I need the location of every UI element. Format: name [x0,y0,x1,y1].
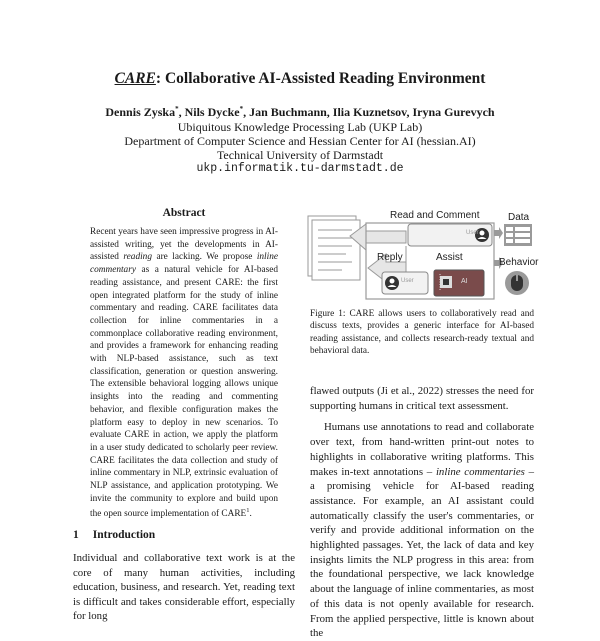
abstract-part: are lacking. We propose [151,252,257,263]
figure-caption: Figure 1: CARE allows users to collaboratively read and discuss texts, provides a generic interface for AI-based reading assistance, and collects research-ready textual and behavioral data. [310,309,534,356]
title-care: CARE [114,70,156,87]
paragraph [310,420,534,641]
footnote-marker[interactable]: 1 [246,507,250,515]
author-name: Ilia Kuznetsov [332,105,407,119]
paragraph-part: – a promising vehicle for AI-based reading assistance. For example, an AI assistant could automatically classify the user's commentaries, or verify and provide additional information on the highlighted passages. Yet, the lack of data and key insights limits the NLP progress in this area: from the foundational perspective, we lack knowledge about the language of inline commentaries, as most of this data is not openly available for research. From the applied perspective, little is known about the [310,465,534,640]
abstract-emphasis: reading [123,252,152,263]
document-icon [308,216,360,280]
label-read-comment: Read and Comment [390,210,480,221]
right-column-text [310,384,534,641]
figure-1 [306,206,538,306]
label-reply: Reply [377,252,403,263]
abstract-part: . [249,509,252,520]
author-name: Nils Dycke [184,105,240,119]
paper-url[interactable]: ukp.informatik.tu-darmstadt.de [196,162,404,175]
abstract-emphasis: inline commentary [90,252,278,276]
author-mark: * [175,105,179,113]
title-rest: : Collaborative AI-Assisted Reading Environment [155,70,486,87]
abstract-heading: Abstract [162,207,206,219]
intro-text: Individual and collaborative text work is at the core of many human activities, including education, business, and research. Yet, reading text is difficult and takes considerable effort, especially for long [73,552,295,622]
author-name: Jan Buchmann [249,105,327,119]
affiliation-department: Department of Computer Science and Hessian Center for AI (hessian.AI) [124,134,476,148]
section-title: Introduction [92,529,156,541]
section-heading [73,529,155,541]
author-mark: * [239,105,244,113]
data-table-icon [504,224,532,246]
ai-assistant-box [434,270,484,296]
data-arrow [494,227,503,239]
paragraph-emphasis: inline commentaries [435,465,525,478]
affiliation-university: Technical University of Darmstadt [216,148,384,162]
figure-diagram [306,206,538,306]
label-data: Data [508,212,530,223]
author-name: Iryna Gurevych [412,105,495,119]
author-list: Dennis Zyska*, Nils Dycke*, Jan Buchmann, Ilia Kuznetsov, Iryna Gurevych [105,105,495,119]
label-behavior: Behavior [499,257,539,268]
paragraph: flawed outputs (Ji et al., 2022) stresses the need for supporting humans in critical text assessment. [310,385,534,412]
abstract-part: as a natural vehicle for AI-based reading assistance, and present CARE: the first open integrated platform for the study of inline commentary and reading. CARE facilitates data collection for inline commentaries in a commonplace collaborative reading environment, and provides a framework for enhancing reading with NLP-based assistance, such as text classification, generation or question answering. The extensible behavioral logging allows unique insights into the reading and commenting behavior, and flexible configuration makes the platform easy to deploy in new scenarios. To evaluate CARE in action, we apply the platform in a user study dedicated to scholarly peer review. CARE facilitates the data collection and study of inline commentary in NLP, extrinsic evaluation of NLP assistance, and application prototyping. We invite the community to explore and build upon the open source implementation of CARE [90,265,278,520]
label-user-top: User [466,230,479,236]
user-comment-box [408,224,492,246]
abstract-part: Recent years have seen impressive progress in AI-assisted writing, yet the developments in AI-assisted [90,227,278,263]
paragraph-part: Humans use annotations to read and collaborate over text, from hand-written print-out notes to highlights in collaborative writing platforms. This makes in-text annotations – [310,421,534,478]
behavior-mouse-icon [505,271,529,295]
paper-title [0,70,600,88]
section-number: 1 [73,529,79,541]
affiliation-lab: Ubiquitous Knowledge Processing Lab (UKP Lab) [177,120,423,134]
author-name: Dennis Zyska [105,105,176,119]
abstract-text [90,226,278,521]
label-ai: AI [461,278,468,285]
label-user-bottom: User [401,278,414,284]
label-assist: Assist [436,252,463,263]
